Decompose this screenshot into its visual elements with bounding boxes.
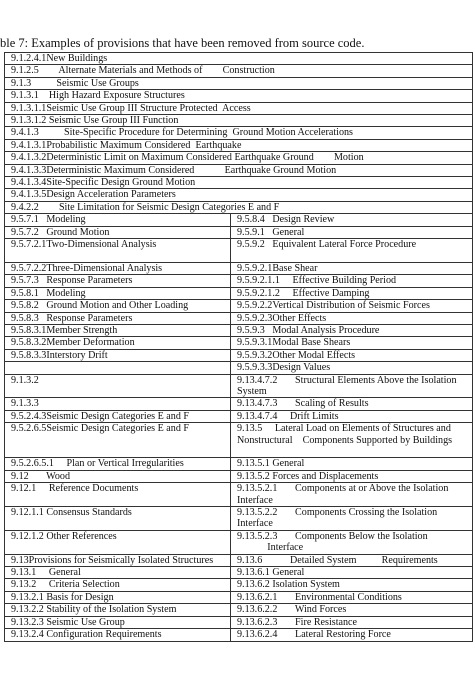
table-cell: 9.1.2.5 Alternate Materials and Methods of Construction xyxy=(5,65,473,77)
table-cell: 9.13.1 General xyxy=(5,567,231,579)
table-row xyxy=(5,189,473,201)
table-row xyxy=(5,324,473,336)
table-cell: 9.5.9.3 Modal Analysis Procedure xyxy=(231,324,473,336)
table-row xyxy=(5,554,473,566)
table-cell: 9.5.9.3.1Modal Base Shears xyxy=(231,337,473,349)
table-row xyxy=(5,164,473,176)
table-row xyxy=(5,139,473,151)
table-cell: 9.5.8.4 Design Review xyxy=(231,214,473,226)
table-cell: 9.4.1.3.2Deterministic Limit on Maximum Considered Earthquake Ground Motion xyxy=(5,152,473,164)
table-cell: 9.5.2.6.5.1 Plan or Vertical Irregularities xyxy=(5,458,231,470)
table-row xyxy=(5,262,473,274)
table-cell: 9.12.1 Reference Documents xyxy=(5,483,231,507)
table-cell: 9.13.5 Lateral Load on Elements of Structures and Nonstructural Components Supported by Buildings xyxy=(231,423,473,458)
table-cell: 9.1.3.1.1Seismic Use Group III Structure Protected Access xyxy=(5,102,473,114)
table-cell xyxy=(5,362,231,374)
table-row xyxy=(5,362,473,374)
table-row xyxy=(5,410,473,422)
table-cell: 9.4.1.3.3Deterministic Maximum Considered Earthquake Ground Motion xyxy=(5,164,473,176)
table-row xyxy=(5,77,473,89)
table-cell: 9.5.7.2.1Two-Dimensional Analysis xyxy=(5,239,231,263)
table-row xyxy=(5,398,473,410)
table-row xyxy=(5,470,473,482)
table-cell: 9.5.9.3.2Other Modal Effects xyxy=(231,349,473,361)
table-cell: 9.13.2.1 Basis for Design xyxy=(5,591,231,603)
table-cell: 9.12.1.2 Other References xyxy=(5,530,231,554)
table-cell: 9.5.8.3 Response Parameters xyxy=(5,312,231,324)
table-cell: 9.5.8.1 Modeling xyxy=(5,287,231,299)
table-cell: 9.4.1.3.4Site-Specific Design Ground Motion xyxy=(5,177,473,189)
table-cell: 9.5.9.2 Equivalent Lateral Force Procedure xyxy=(231,239,473,263)
table-cell: 9.13.2.3 Seismic Use Group xyxy=(5,616,231,628)
table-cell: 9.5.9.2.1.1 Effective Building Period xyxy=(231,275,473,287)
table-row xyxy=(5,616,473,628)
table-row xyxy=(5,591,473,603)
table-cell: 9.13.4.7.2 Structural Elements Above the Isolation System xyxy=(231,374,473,398)
table-cell: 9.13Provisions for Seismically Isolated Structures xyxy=(5,554,231,566)
table-cell: 9.13.4.7.4 Drift Limits xyxy=(231,410,473,422)
table-cell: 9.5.2.6.5Seismic Design Categories E and F xyxy=(5,423,231,458)
table-cell: 9.13.5.2 Forces and Displacements xyxy=(231,470,473,482)
table-row xyxy=(5,201,473,213)
table-cell: 9.13.5.2.1 Components at or Above the Isolation Interface xyxy=(231,483,473,507)
table-cell: 9.13.6.2.1 Environmental Conditions xyxy=(231,591,473,603)
provisions-table xyxy=(4,52,473,642)
table-cell: 9.13.6.2.2 Wind Forces xyxy=(231,604,473,616)
table-cell: 9.1.3 Seismic Use Groups xyxy=(5,77,473,89)
table-cell: 9.5.8.3.2Member Deformation xyxy=(5,337,231,349)
table-cell: 9.13.2 Criteria Selection xyxy=(5,579,231,591)
table-cell: 9.5.8.3.3Interstory Drift xyxy=(5,349,231,361)
table-row xyxy=(5,275,473,287)
table-row xyxy=(5,127,473,139)
table-caption: ble 7: Examples of provisions that have been removed from source code. xyxy=(0,36,365,50)
table-cell: 9.5.8.2 Ground Motion and Other Loading xyxy=(5,300,231,312)
table-row xyxy=(5,177,473,189)
table-cell: 9.5.7.2.2Three-Dimensional Analysis xyxy=(5,262,231,274)
table-row xyxy=(5,53,473,65)
table-cell: 9.12 Wood xyxy=(5,470,231,482)
table-row xyxy=(5,567,473,579)
table-row xyxy=(5,65,473,77)
table-row xyxy=(5,152,473,164)
table-row xyxy=(5,458,473,470)
table-cell: 9.5.7.2 Ground Motion xyxy=(5,226,231,238)
table-row xyxy=(5,423,473,458)
table-row xyxy=(5,604,473,616)
table-row xyxy=(5,337,473,349)
table-row xyxy=(5,287,473,299)
table-row xyxy=(5,579,473,591)
table-cell: 9.1.3.3 xyxy=(5,398,231,410)
table-row xyxy=(5,507,473,531)
table-cell: 9.13.6 Detailed System Requirements xyxy=(231,554,473,566)
table-cell: 9.4.2.2 Site Limitation for Seismic Design Categories E and F xyxy=(5,201,473,213)
table-cell: 9.1.2.4.1New Buildings xyxy=(5,53,473,65)
table-row xyxy=(5,349,473,361)
table-cell: 9.5.9.2.2Vertical Distribution of Seismic Forces xyxy=(231,300,473,312)
table-cell: 9.13.6.2.3 Fire Resistance xyxy=(231,616,473,628)
table-cell: 9.5.7.1 Modeling xyxy=(5,214,231,226)
table-cell: 9.5.9.1 General xyxy=(231,226,473,238)
table-row xyxy=(5,90,473,102)
table-cell: 9.1.3.1 High Hazard Exposure Structures xyxy=(5,90,473,102)
table-cell: 9.13.2.4 Configuration Requirements xyxy=(5,629,231,641)
table-row xyxy=(5,483,473,507)
table-row xyxy=(5,226,473,238)
table-row xyxy=(5,115,473,127)
table-cell: 9.13.2.2 Stability of the Isolation System xyxy=(5,604,231,616)
table-cell: 9.13.5.2.3 Components Below the Isolation Interface xyxy=(231,530,473,554)
table-row xyxy=(5,300,473,312)
table-cell: 9.13.6.1 General xyxy=(231,567,473,579)
table-cell: 9.5.7.3 Response Parameters xyxy=(5,275,231,287)
table-cell: 9.13.6.2 Isolation System xyxy=(231,579,473,591)
table-cell: 9.12.1.1 Consensus Standards xyxy=(5,507,231,531)
table-cell: 9.5.2.4.3Seismic Design Categories E and F xyxy=(5,410,231,422)
table-cell: 9.5.9.2.1.2 Effective Damping xyxy=(231,287,473,299)
table-cell: 9.5.9.2.3Other Effects xyxy=(231,312,473,324)
table-cell: 9.1.3.2 xyxy=(5,374,231,398)
table-row xyxy=(5,102,473,114)
table-row xyxy=(5,239,473,263)
table-row xyxy=(5,374,473,398)
table-row xyxy=(5,214,473,226)
table-cell: 9.13.5.2.2 Components Crossing the Isolation Interface xyxy=(231,507,473,531)
provisions-table-body xyxy=(5,53,473,642)
table-cell: 9.5.8.3.1Member Strength xyxy=(5,324,231,336)
table-cell: 9.5.9.2.1Base Shear xyxy=(231,262,473,274)
table-cell: 9.5.9.3.3Design Values xyxy=(231,362,473,374)
table-cell: 9.13.4.7.3 Scaling of Results xyxy=(231,398,473,410)
table-cell: 9.13.6.2.4 Lateral Restoring Force xyxy=(231,629,473,641)
table-row xyxy=(5,312,473,324)
table-cell: 9.4.1.3.5Design Acceleration Parameters xyxy=(5,189,473,201)
table-cell: 9.13.5.1 General xyxy=(231,458,473,470)
table-cell: 9.1.3.1.2 Seismic Use Group III Function xyxy=(5,115,473,127)
table-cell: 9.4.1.3.1Probabilistic Maximum Considered Earthquake xyxy=(5,139,473,151)
table-row xyxy=(5,629,473,641)
table-cell: 9.4.1.3 Site-Specific Procedure for Determining Ground Motion Accelerations xyxy=(5,127,473,139)
table-row xyxy=(5,530,473,554)
